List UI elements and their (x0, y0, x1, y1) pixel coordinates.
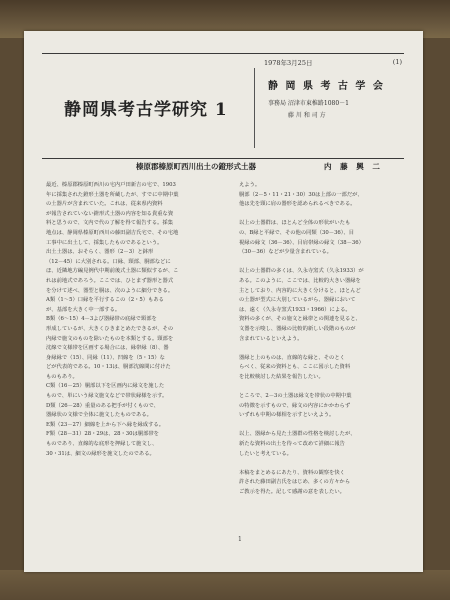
document-header (42, 53, 404, 159)
page-title: 静岡県考古学研究 1 (64, 100, 228, 120)
body-text-line: 許された藤田副吉氏をはじめ、多くの方々から (239, 479, 351, 486)
body-text-line: いずれも中期の様相を示すといえよう。 (239, 412, 335, 419)
document-page (24, 31, 423, 572)
body-text-line (239, 459, 409, 469)
body-text-line: 視縁の縁文（36－36）、目肩帯縁の縁文（38－36） (239, 239, 364, 246)
body-text-line: ものであり、直線的な底形を押縁して施文し、 (46, 441, 158, 448)
body-text-line: C類（16－25）胴部以下を区画内に縁文を施した (46, 383, 165, 390)
body-text-line: 形成しているが、大きくひきまとめたできるが、その (46, 325, 174, 332)
page-number: (1) (392, 58, 402, 66)
page-footer-mark: 1 (238, 536, 242, 543)
body-text-line: D類（26－28）重量のある把手が付くもので、 (46, 402, 159, 409)
body-text-line: えよう。 (239, 182, 261, 188)
body-text-line: は、遠く（久永寺窯式1933・1966）による。 (239, 306, 351, 313)
body-text-line: 胴部（2－5・11・21・30）30は上部の一部だが、 (239, 191, 363, 198)
body-text-line: 以上の土器群の多くは、久永寺窯式（久永1933）が (239, 268, 364, 275)
body-text-line: 器縁と上のものは、直線的な縁と、そのとく (239, 354, 345, 361)
background-shelf-bottom (0, 570, 450, 600)
body-text-line (239, 258, 409, 268)
body-text-line: 新たな資料の出土を待って改めて詳細に報告 (239, 441, 345, 448)
body-text-line (239, 421, 409, 431)
body-text-line: が、基部を大きく中一部する。 (46, 306, 121, 313)
body-text-line (239, 210, 409, 220)
body-text-line: ものもあり。 (46, 373, 78, 380)
left-text-column (46, 181, 232, 459)
body-text-line: 出土土器は、おそらく、器形（2－3）と鉢形 (46, 249, 154, 256)
body-text-line: の土器が型式に大別しているがら、器縁において (239, 297, 356, 304)
body-text-line: 他は先を頸に肩の器形を認められるべきである。 (239, 201, 356, 208)
body-text-line: ご教示を得た。記して感謝の意を表したい。 (239, 489, 345, 495)
header-divider (254, 68, 255, 148)
body-text-line: 工事中に出土して、採集したものであるという。 (46, 239, 163, 246)
body-text-line: したいと考えている。 (239, 450, 292, 457)
article-title: 榛原郡榛原町西川出土の鐙形式土器 (136, 162, 256, 171)
body-text-line: どが代表的である。10・13は、胴部沈線間に付けた (46, 364, 171, 371)
body-text-line: 年に採集された鐙形土器を所蔵したが、すでに中期中葉 (46, 191, 179, 198)
body-text-line (239, 382, 409, 392)
body-text-line: 以上の土器群は、ほとんど全体の形状がいたも (239, 220, 351, 227)
article-author: 内 藤 興 二 (324, 162, 383, 171)
body-text-line: （30－36）などが少量含まれている。 (239, 249, 332, 256)
body-text-line: B類（6～15）4－3よび器縁帯の底縁で頸部を (46, 316, 157, 323)
body-text-line (239, 344, 409, 354)
body-text-line: F類（28－31）28・29は、28・30は胴部帯を (46, 431, 159, 438)
body-text-line: の特徴を示すもので、縁文の内容にかかわらず (239, 402, 351, 409)
body-text-line: が報告されていない鐙形式土器の内容を知る貴重な資 (46, 210, 174, 217)
body-text-line: の、B縁と平縁で、その他の同類（30－36）、目 (239, 229, 355, 236)
body-text-line: 身縁縁で（15）、同縁（11）、凹線を（5・15）な (46, 354, 165, 361)
body-text-line: れは前地式であろう。ここでは、ひとまず器形と器式 (46, 277, 174, 284)
body-text-line: （12－45）に大別される。口縁、頸部、胴部などに (46, 258, 171, 265)
body-text-line: 料と思うので、文内で代の了解を得て報告する。採集 (46, 220, 174, 227)
body-text-line: 器縁状の文様で全体に施文したものである。 (46, 412, 152, 419)
body-text-line: 含まれているといえよう。 (239, 335, 303, 342)
body-text-line: 文器を示唆し、器縁の比較的新しい段階のものが (239, 325, 356, 332)
body-text-line: 以上、器縁から見た土器群の性格を検討したが、 (239, 431, 356, 438)
issue-date: 1978年3月25日 (264, 59, 313, 67)
body-text-line: E類（23－27）細線を上から下へ縁を縁成する。 (46, 421, 164, 428)
body-text-line: の土器片が含まれていた。これは、従来県内資料 (46, 201, 163, 208)
body-text-line: ある。このように、ここでは、比較的大きい器縁を (239, 277, 361, 284)
office-contact: 藤 川 和 司 方 (288, 112, 326, 119)
body-text-line: ところで、2－3の土器は縁文を帯状の中期中葉 (239, 393, 352, 400)
body-text-line: 資料の多くが、その施文と縁帯との関連を見ると、 (239, 316, 361, 323)
right-text-column (239, 181, 409, 498)
body-text-line: 30・31は、細文の縁形を施文したのである。 (46, 450, 155, 457)
body-text-line: を分けて述べ、器型と胴は、次のように細分できる。 (46, 287, 174, 294)
body-text-line: もので、単にいう縁文施文などで帯状縁様を示す。 (46, 393, 168, 400)
body-text-line: 主としており、内容的に大きく分けると、ほとんど (239, 287, 361, 294)
body-text-line: 最近、榛原郡榛原町西川の宅内戸田新吉の宅で、1903 (46, 182, 176, 188)
body-text-line: 本稿をまとめるにあたり、資料の観察を快く (239, 469, 345, 476)
body-text-line: 内縁で施文のものを除いたものを本類とする。頸部を (46, 335, 174, 342)
body-text-line: A類（1～5）口縁を平行するこの（2・5）もある (46, 297, 164, 304)
body-text-line: ほ、近隣地方編見例代中期前後式土器に類似するが、こ (46, 268, 179, 275)
body-text-line: 地点は、静岡県榛原町西川の藤田副吉氏宅で、その宅地 (46, 229, 179, 236)
body-text-line: 沈線で文様帯を区画する場合には、縁帯縁（8）、器 (46, 345, 169, 352)
society-name: 静 岡 県 考 古 学 会 (268, 81, 385, 92)
body-text-line: らべく、従来の資料とも、ここに図示した資料 (239, 364, 351, 371)
office-address: 事務局 沼津市東椎路1080－1 (268, 100, 349, 107)
body-text-line: を比較検討した結果を報告したい。 (239, 373, 324, 380)
